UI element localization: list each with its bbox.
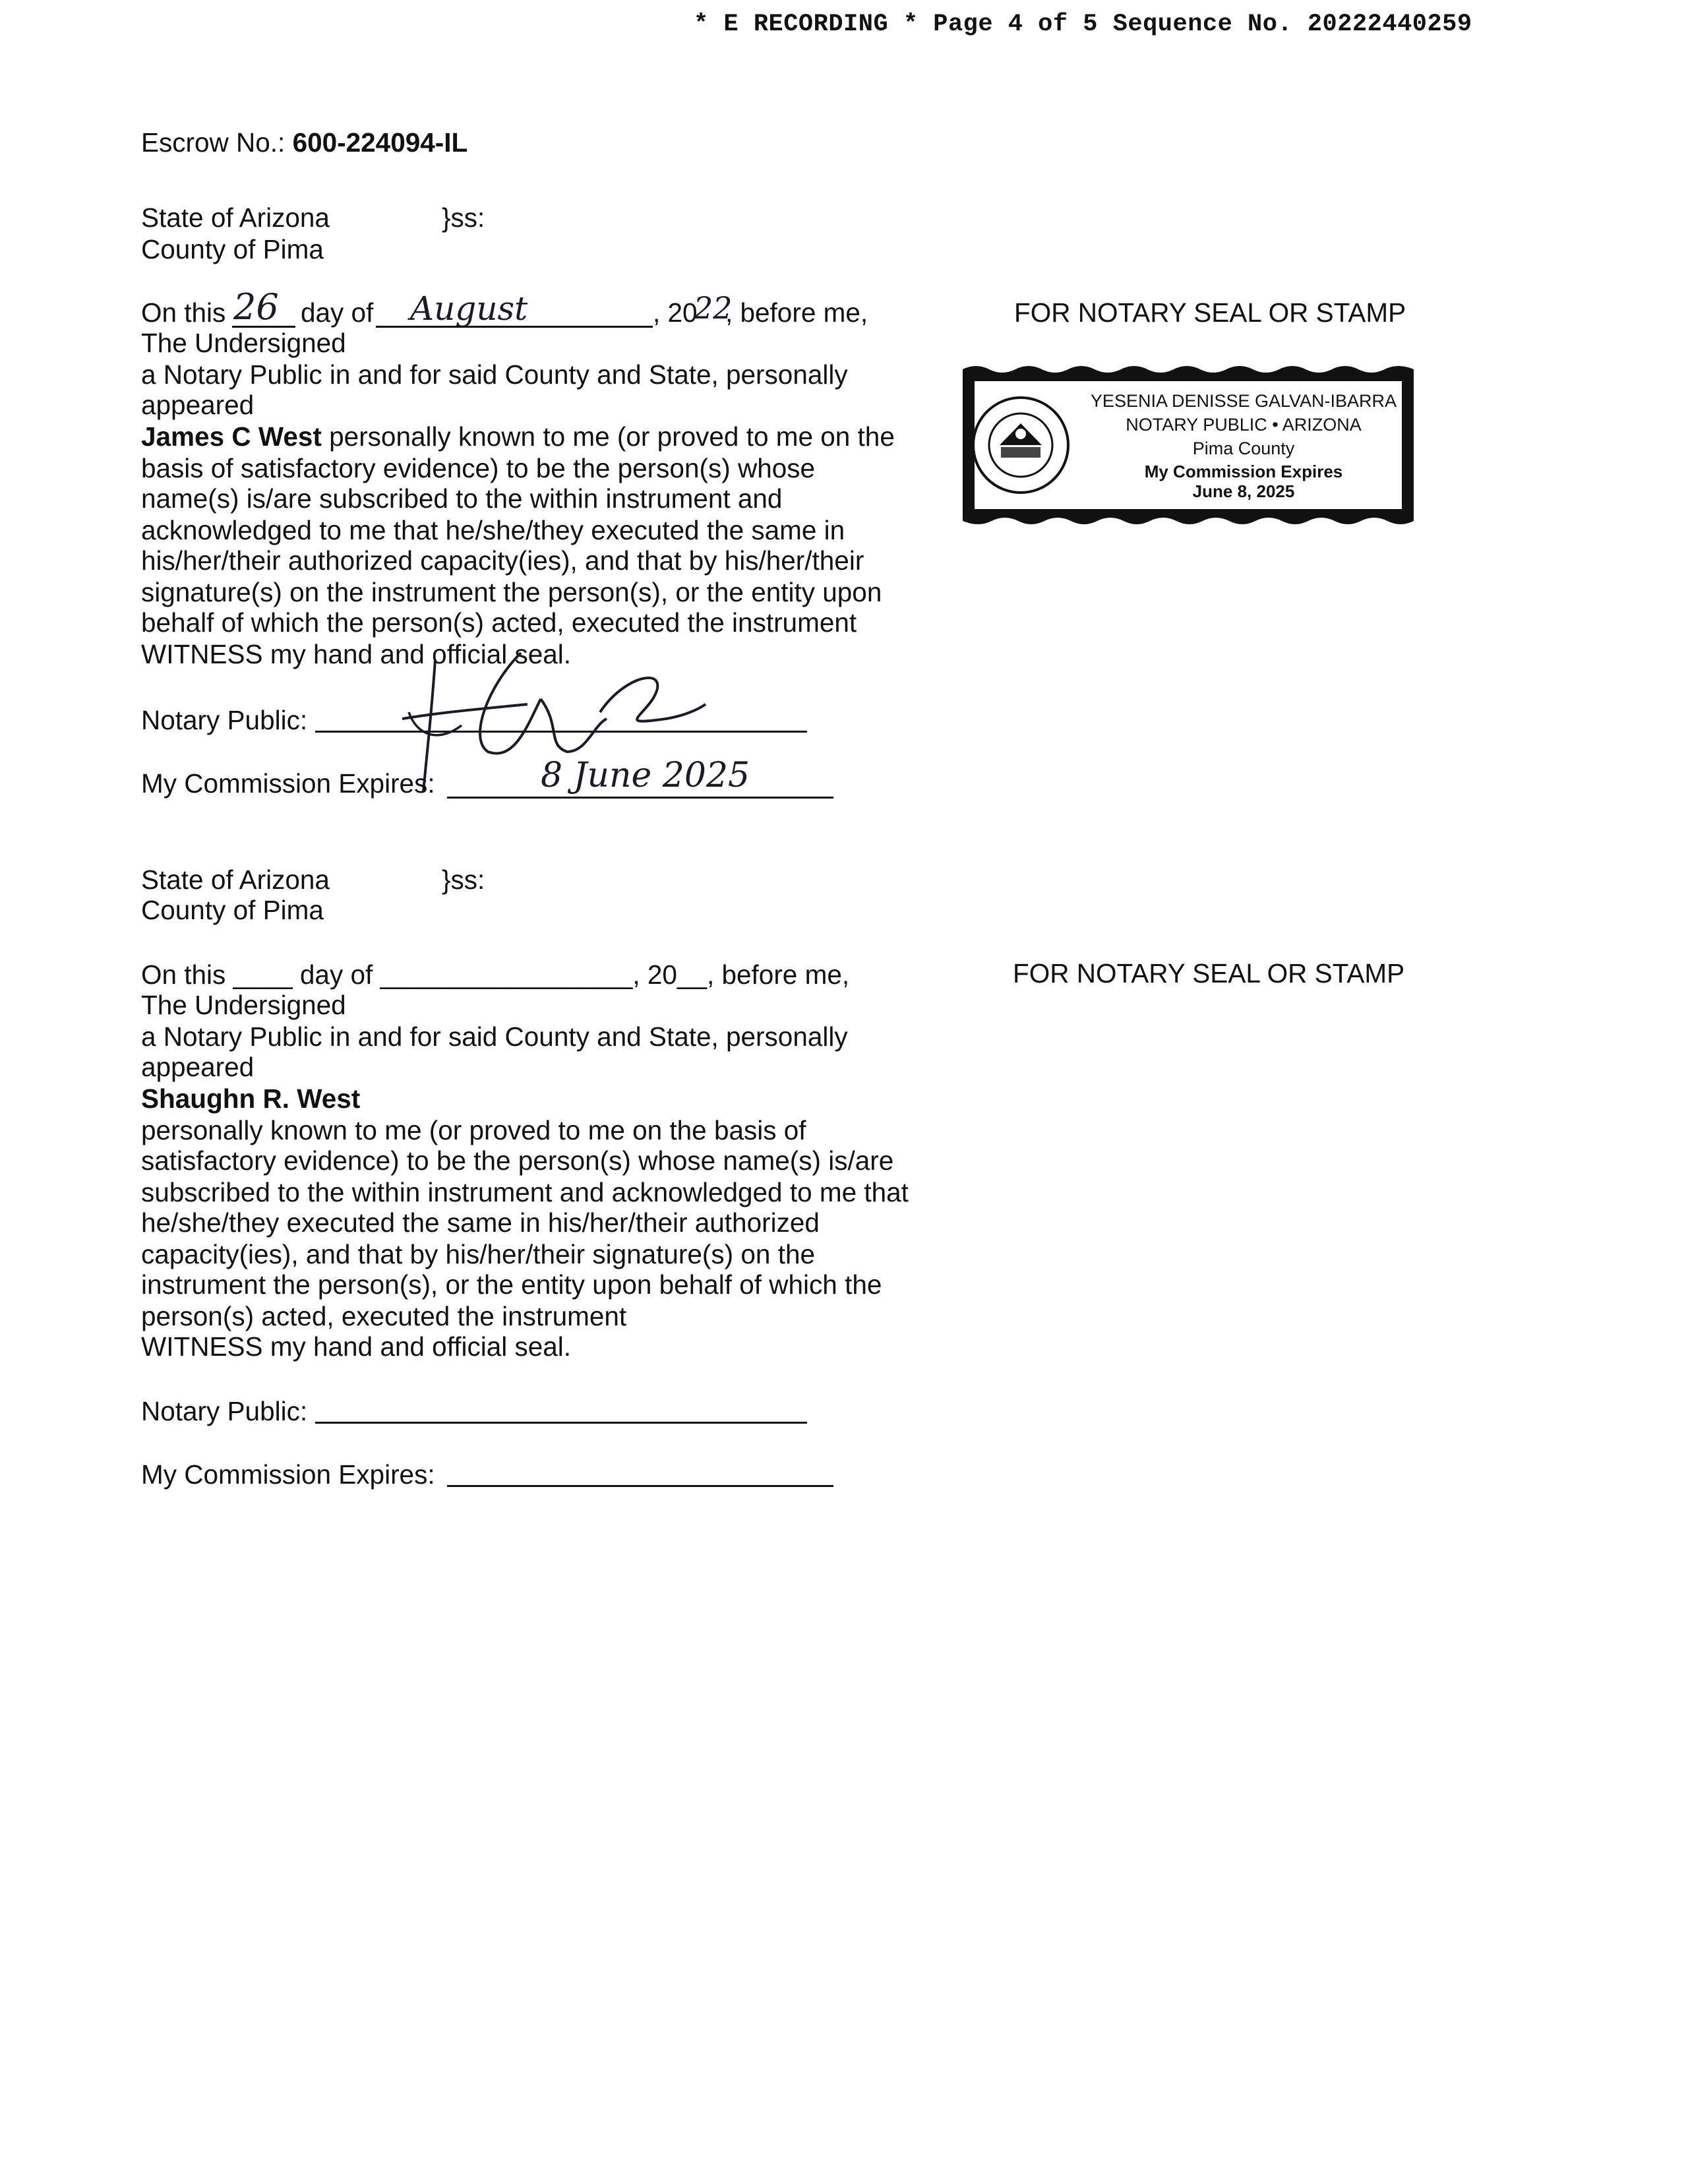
- handwritten-year: 22: [694, 290, 733, 326]
- escrow-number: 600-224094-IL: [292, 127, 468, 158]
- body-line: his/her/their authorized capacity(ies), and that by his/her/their: [141, 545, 864, 576]
- county-label-2: County of Pima: [141, 895, 324, 925]
- commission-line-1: [447, 797, 833, 799]
- body-line: he/she/they executed the same in his/her/their authorized: [141, 1207, 820, 1238]
- commission-label-1: My Commission Expires:: [141, 768, 435, 799]
- county-label-1: County of Pima: [141, 234, 324, 264]
- day-of-label-1: day of: [301, 297, 374, 328]
- escrow-label: Escrow No.:: [141, 127, 286, 158]
- stamp-commission-label: My Commission Expires: [1144, 462, 1343, 481]
- notary-stamp: [960, 363, 1416, 528]
- body-line: appeared: [141, 390, 255, 420]
- body-line: subscribed to the within instrument and acknowledged to me that: [141, 1177, 909, 1207]
- witness-line-1: WITNESS my hand and official seal.: [141, 639, 572, 669]
- state-label-2: State of Arizona: [141, 864, 330, 895]
- body-line: appeared: [141, 1052, 255, 1082]
- undersigned-2: The Undersigned: [141, 990, 346, 1020]
- month-underline-1: [376, 326, 653, 328]
- handwritten-day: 26: [233, 286, 279, 328]
- commission-line-2: [447, 1485, 833, 1487]
- witness-line-2: WITNESS my hand and official seal.: [141, 1331, 572, 1362]
- on-this-label-1: On this: [141, 297, 226, 328]
- stamp-name: YESENIA DENISSE GALVAN-IBARRA: [1090, 391, 1397, 411]
- body-line: personally known to me (or proved to me on the: [321, 421, 895, 452]
- body-line: person(s) acted, executed the instrument: [141, 1301, 627, 1331]
- stamp-commission-date: June 8, 2025: [1192, 481, 1295, 501]
- seal-heading-2: FOR NOTARY SEAL OR STAMP: [1013, 958, 1405, 988]
- stamp-title: NOTARY PUBLIC • ARIZONA: [1126, 415, 1362, 435]
- body-line: a Notary Public in and for said County and State, personally: [141, 1021, 848, 1052]
- year-prefix-1: , 20: [653, 297, 698, 328]
- handwritten-month: August: [410, 289, 528, 328]
- body-line: satisfactory evidence) to be the person(s) whose name(s) is/are: [141, 1145, 894, 1176]
- signer-name-1: James C West: [141, 421, 322, 452]
- notary-public-label-1: Notary Public:: [141, 705, 308, 735]
- commission-label-2: My Commission Expires:: [141, 1459, 435, 1490]
- body-line: personally known to me (or proved to me on the basis of: [141, 1115, 806, 1145]
- handwritten-commission-date: 8 June 2025: [541, 756, 750, 795]
- stamp-county: Pima County: [1192, 439, 1295, 458]
- body-line: behalf of which the person(s) acted, executed the instrument: [141, 607, 857, 638]
- body-line: signature(s) on the instrument the person(s), or the entity upon: [141, 577, 882, 607]
- appeared-name-line-1: [141, 421, 895, 452]
- body-line: instrument the person(s), or the entity upon behalf of which the: [141, 1269, 882, 1300]
- escrow-line: [141, 127, 467, 158]
- body-line: basis of satisfactory evidence) to be the person(s) whose: [141, 453, 816, 483]
- recording-header: * E RECORDING * Page 4 of 5 Sequence No. 20222440259: [694, 11, 1472, 38]
- body-line: capacity(ies), and that by his/her/their signature(s) on the: [141, 1239, 816, 1269]
- state-label-1: State of Arizona: [141, 202, 330, 233]
- body-line: acknowledged to me that he/she/they executed the same in: [141, 515, 845, 545]
- notary-signature-line-2: [315, 1422, 807, 1424]
- before-me-1: , before me,: [725, 297, 868, 328]
- body-line: name(s) is/are subscribed to the within instrument and: [141, 483, 783, 514]
- notary-public-label-2: Notary Public:: [141, 1396, 308, 1426]
- signer-name-2: Shaughn R. West: [141, 1083, 361, 1114]
- on-this-line-2: On this ____ day of _________________, 20__, before me,: [141, 959, 850, 990]
- undersigned-1: The Undersigned: [141, 328, 346, 358]
- ss-label-1: }ss:: [442, 202, 485, 233]
- body-line: a Notary Public in and for said County and State, personally: [141, 359, 848, 390]
- seal-heading-1: FOR NOTARY SEAL OR STAMP: [1014, 297, 1406, 328]
- ss-label-2: }ss:: [442, 864, 485, 895]
